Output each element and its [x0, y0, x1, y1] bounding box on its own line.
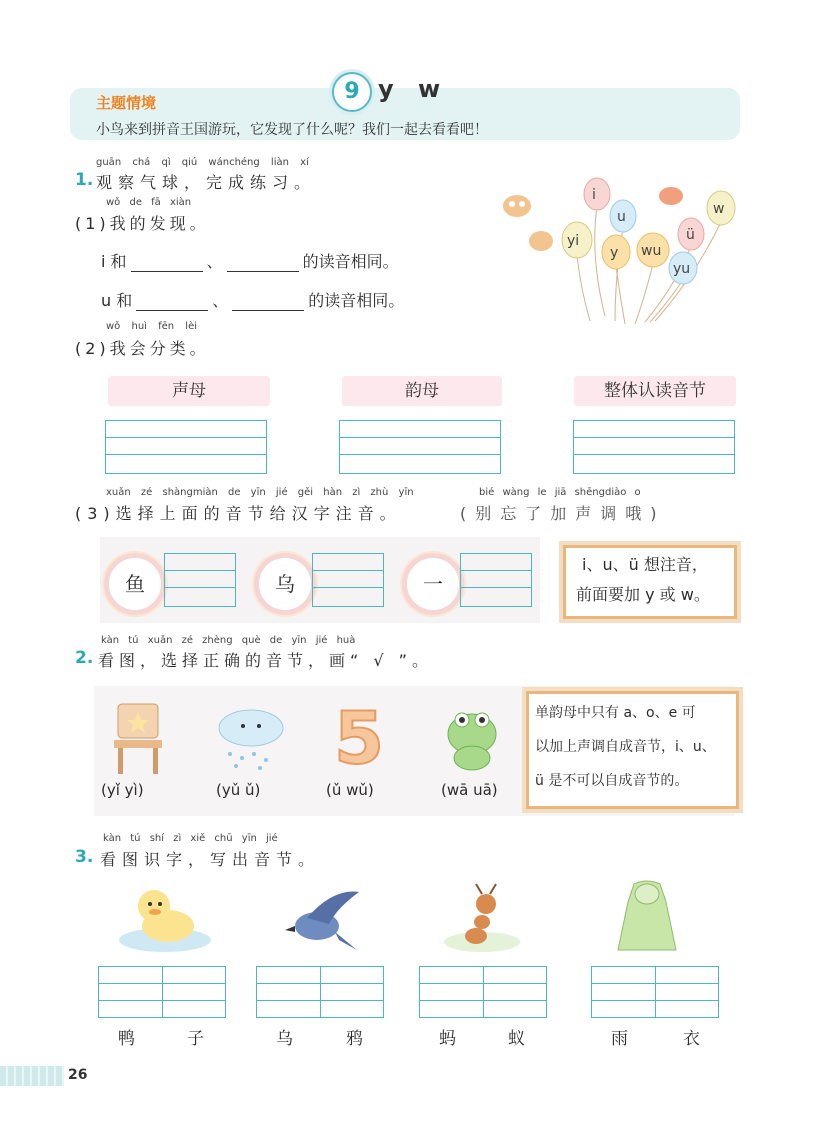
- tip-box: [563, 545, 737, 619]
- lesson-number-badge: 9: [332, 72, 372, 112]
- duckling-icon: [116, 882, 214, 954]
- tip-line: 单韵母中只有 a、o、e 可: [535, 705, 696, 721]
- q1-1-pinyin: wǒ de fā xiàn: [106, 197, 192, 208]
- word-char: 鸦: [346, 1029, 363, 1049]
- theme-title: 主题情境: [96, 94, 157, 112]
- q3-title: 看图识字，写出音节。: [100, 850, 321, 869]
- tip-line: 前面要加 y 或 w。: [576, 585, 710, 604]
- answer-blank[interactable]: [227, 255, 299, 272]
- q3-number: 3.: [75, 847, 94, 867]
- writing-lines[interactable]: [105, 420, 267, 474]
- answer-blank[interactable]: [136, 294, 208, 311]
- choice-option[interactable]: (ǔ wǔ): [326, 781, 374, 799]
- category-label: 声母: [108, 376, 270, 406]
- q1-number: 1.: [75, 170, 94, 190]
- q3-pinyin: kàn tú shí zì xiě chū yīn jié: [103, 833, 278, 844]
- q1-title: 观察气球，完成练习。: [96, 173, 317, 192]
- answer-blank[interactable]: [131, 255, 203, 272]
- category-label: 韵母: [342, 376, 502, 406]
- ant-icon: [440, 882, 524, 958]
- char-circle: 乌: [254, 553, 316, 615]
- category-label: 整体认读音节: [574, 376, 736, 406]
- word-char: 蚁: [508, 1029, 525, 1049]
- answer-blank[interactable]: [232, 294, 304, 311]
- choice-option[interactable]: (yǔ ǔ): [216, 781, 261, 799]
- q1-3-note-pinyin: bié wàng le jiā shēngdiào o: [479, 487, 641, 498]
- tip-line: i、u、ü 想注音，: [582, 555, 708, 574]
- word-char: 蚂: [439, 1029, 456, 1049]
- theme-text: 小鸟来到拼音王国游玩，它发现了什么呢？我们一起去看看吧！: [96, 122, 488, 138]
- tip-line: 以加上声调自成音节，i、u、: [535, 739, 716, 755]
- q1-2-title: (2)我会分类。: [75, 339, 210, 358]
- balloon-label: ü: [686, 227, 695, 243]
- writing-lines[interactable]: [339, 420, 501, 474]
- balloon-label: yi: [567, 233, 580, 249]
- writing-grid[interactable]: [591, 966, 719, 1018]
- writing-lines[interactable]: [460, 553, 532, 607]
- q2-number: 2.: [75, 648, 94, 668]
- balloon-label: y: [610, 245, 619, 261]
- balloons-illustration: [495, 176, 745, 326]
- word-char: 雨: [611, 1029, 628, 1049]
- tip-box: [526, 691, 739, 809]
- word-char: 乌: [276, 1029, 293, 1049]
- q1-1-title: (1)我的发现。: [75, 214, 210, 233]
- choice-option[interactable]: (yǐ yì): [101, 781, 144, 799]
- balloon-label: wu: [641, 243, 662, 259]
- balloon-label: yu: [673, 261, 691, 277]
- writing-grid[interactable]: [98, 966, 226, 1018]
- q2-title: 看图，选择正确的音节，画“ √ ”。: [98, 651, 433, 670]
- balloon-label: i: [592, 187, 596, 203]
- q1-3-title: (3)选择上面的音节给汉字注音。: [75, 504, 402, 523]
- q1-1-line1: i 和 、 的读音相同。: [101, 252, 399, 271]
- writing-lines[interactable]: [164, 553, 236, 607]
- char-circle: 鱼: [104, 553, 166, 615]
- cloud-rain-icon: [216, 706, 286, 772]
- writing-grid[interactable]: [256, 966, 384, 1018]
- number-five-icon: 5: [334, 696, 385, 780]
- word-char: 衣: [683, 1029, 700, 1049]
- page-number: 26: [68, 1067, 88, 1083]
- balloon-label: u: [617, 209, 626, 225]
- q2-pinyin: kàn tú xuǎn zé zhèng què de yīn jié huà: [101, 635, 356, 646]
- lesson-title: y w: [378, 75, 449, 103]
- char-circle: 一: [402, 553, 464, 615]
- frog-icon: [444, 706, 500, 774]
- crow-icon: [277, 882, 367, 958]
- q1-pinyin: guān chá qì qiú wánchéng liàn xí: [96, 157, 309, 168]
- balloon-label: w: [713, 201, 725, 217]
- word-char: 鸭: [118, 1029, 135, 1049]
- chair-icon: [108, 702, 168, 776]
- writing-grid[interactable]: [419, 966, 547, 1018]
- q1-1-line2: u 和 、 的读音相同。: [101, 291, 405, 310]
- q1-3-note: (别忘了加声调哦): [460, 504, 666, 523]
- writing-lines[interactable]: [312, 553, 384, 607]
- raincoat-icon: [610, 880, 684, 960]
- tip-line: ü 是不可以自成音节的。: [535, 773, 689, 789]
- choice-option[interactable]: (wā uā): [441, 781, 498, 799]
- q1-3-pinyin: xuǎn zé shàngmiàn de yīn jié gěi hàn zì zhù yīn: [106, 487, 414, 498]
- writing-lines[interactable]: [573, 420, 735, 474]
- q1-2-pinyin: wǒ huì fēn lèi: [106, 321, 198, 332]
- footer-decoration: [0, 1066, 64, 1086]
- word-char: 子: [187, 1029, 204, 1049]
